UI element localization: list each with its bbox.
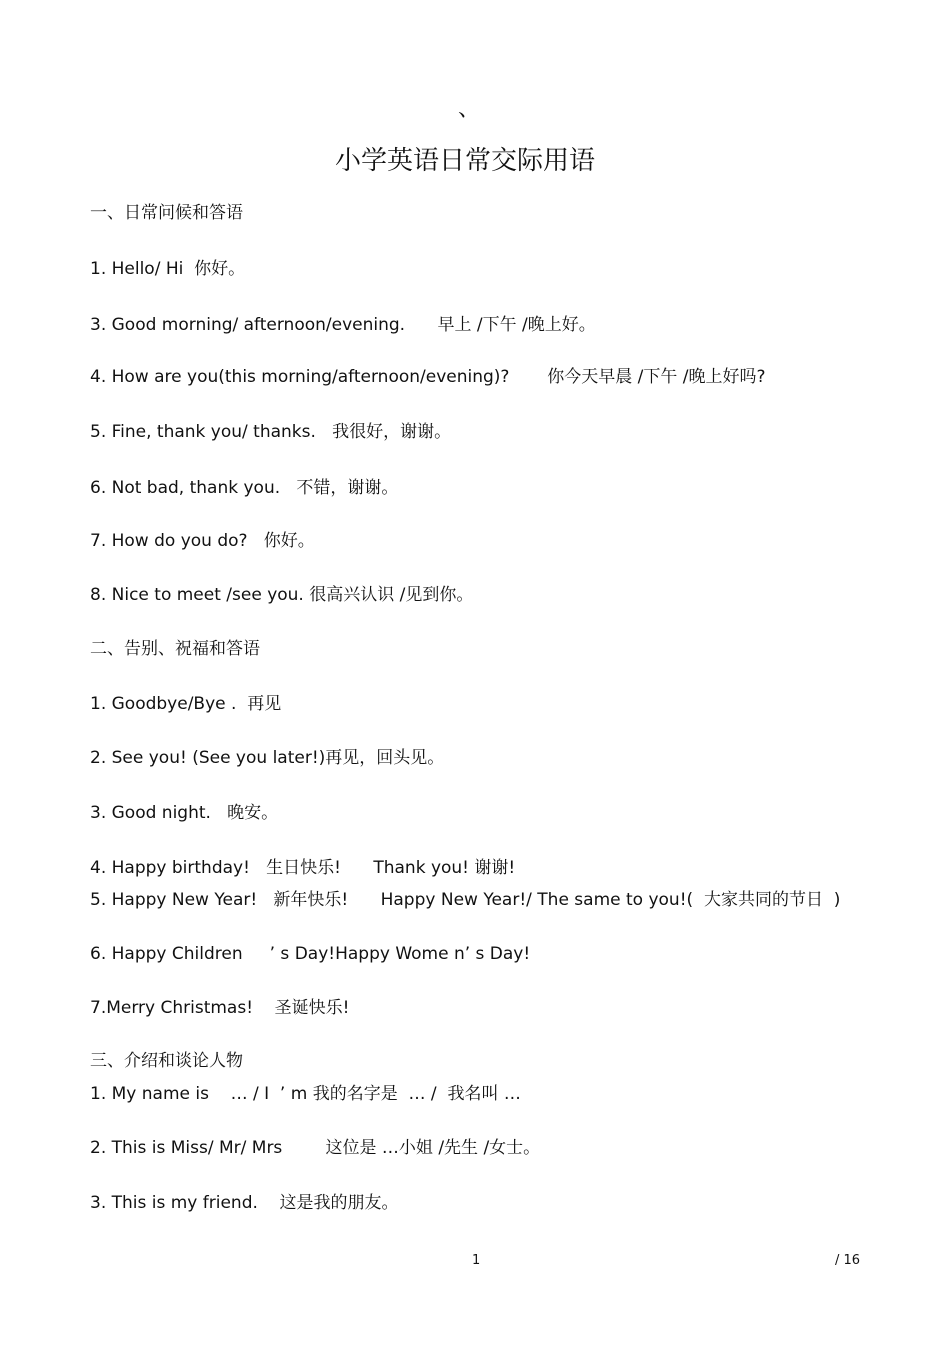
text-line: 6. Not bad, thank you. 不错，谢谢。 bbox=[90, 478, 399, 498]
section-heading-2: 二、告别、祝福和答语 bbox=[90, 639, 260, 659]
text-line: 2. See you! (See you later!)再见，回头见。 bbox=[90, 748, 445, 768]
page-total: / 16 bbox=[835, 1253, 861, 1268]
section-heading-1: 一、日常问候和答语 bbox=[90, 203, 243, 223]
text-line: 7. How do you do? 你好。 bbox=[90, 531, 315, 551]
text-line: 2. This is Miss/ Mr/ Mrs 这位是 …小姐 /先生 /女士。 bbox=[90, 1138, 541, 1158]
text-line: 1. Hello/ Hi 你好。 bbox=[90, 259, 246, 279]
text-line: 7.Merry Christmas! 圣诞快乐! bbox=[90, 998, 350, 1018]
text-line: 8. Nice to meet /see you. 很高兴认识 /见到你。 bbox=[90, 585, 474, 605]
text-line: 1. My name is … / I ’ m 我的名字是 … / 我名叫 … bbox=[90, 1084, 521, 1104]
text-line: 3. Good night. 晚安。 bbox=[90, 803, 279, 823]
section-heading-3: 三、介绍和谈论人物 bbox=[90, 1051, 243, 1071]
page-title: 小学英语日常交际用语 bbox=[334, 146, 595, 176]
text-line: 4. How are you(this morning/afternoon/evening)? 你今天早晨 /下午 /晚上好吗? bbox=[90, 367, 766, 387]
text-line: 3. Good morning/ afternoon/evening. 早上 /下午 /晚上好。 bbox=[90, 315, 596, 335]
text-line: 3. This is my friend. 这是我的朋友。 bbox=[90, 1193, 399, 1213]
text-line: 1. Goodbye/Bye . 再见 bbox=[90, 694, 282, 714]
text-line: 6. Happy Children ’ s Day!Happy Wome n’ s Day! bbox=[90, 944, 531, 964]
text-line: 5. Fine, thank you/ thanks. 我很好，谢谢。 bbox=[90, 422, 452, 442]
top-mark: 、 bbox=[458, 97, 481, 122]
page-number: 1 bbox=[472, 1253, 481, 1268]
text-line: 5. Happy New Year! 新年快乐! Happy New Year!/ The same to you!( 大家共同的节日 ) bbox=[90, 890, 841, 910]
text-line: 4. Happy birthday! 生日快乐! Thank you! 谢谢! bbox=[90, 858, 516, 878]
